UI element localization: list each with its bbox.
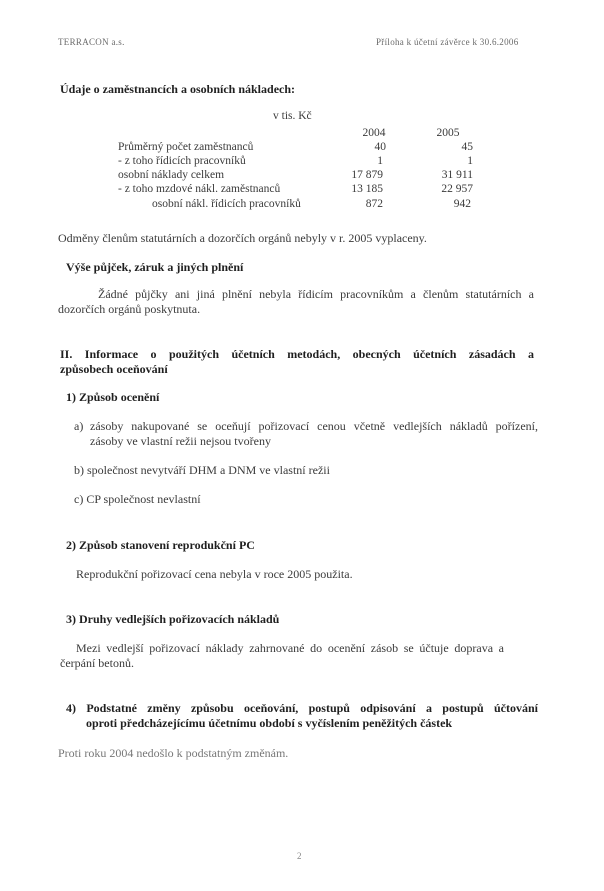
section-2-title-line2: způsobech oceňování: [60, 362, 168, 376]
subsection-4-title-line1: 4) Podstatné změny způsobu oceňování, postupů odpisování a postupů účtování: [66, 701, 538, 715]
row-value-2004: 17 879: [351, 169, 383, 181]
row-value-2004: 872: [365, 198, 383, 210]
section-2-title-line1: II. Informace o použitých účetních metodách, obecných účetních zásadách a: [60, 347, 534, 361]
row-label: - z toho mzdové nákl. zaměstnanců: [118, 183, 281, 195]
subsection-3-title: 3) Druhy vedlejších pořizovacích nákladů: [66, 612, 280, 626]
row-label: osobní náklady celkem: [118, 169, 225, 181]
subsection-1-title: 1) Způsob ocenění: [66, 390, 160, 404]
row-value-2005: 22 957: [441, 183, 473, 195]
subsection-2-title: 2) Způsob stanovení reprodukční PC: [66, 538, 255, 552]
item-a-marker: a): [74, 419, 84, 433]
page-number: 2: [297, 851, 302, 861]
row-label: - z toho řídicích pracovníků: [118, 155, 246, 167]
row-label: osobní nákl. řídicích pracovníků: [152, 198, 301, 210]
loans-text-line1: Žádné půjčky ani jiná plnění nebyla řídicím pracovníkům a členům statutárních a: [98, 287, 534, 301]
row-value-2005: 942: [453, 198, 471, 210]
year-2005-header: 2005: [436, 127, 460, 139]
item-c: c) CP společnost nevlastní: [74, 492, 201, 506]
year-2004-header: 2004: [362, 127, 386, 139]
appendix-title: Příloha k účetní závěrce k 30.6.2006: [376, 37, 519, 47]
row-value-2005: 1: [467, 155, 473, 167]
row-value-2004: 40: [374, 141, 386, 153]
loans-title: Výše půjček, záruk a jiných plnění: [66, 260, 244, 274]
loans-text-line2: dozorčích orgánů poskytnuta.: [58, 302, 201, 316]
row-value-2005: 45: [461, 141, 473, 153]
subsection-4-title-line2: oproti předcházejícímu účetnímu období s vyčíslením peněžitých částek: [86, 716, 453, 730]
item-b: b) společnost nevytváří DHM a DNM ve vlastní režii: [74, 463, 330, 477]
row-value-2005: 31 911: [441, 169, 473, 181]
company-name: TERRACON a.s.: [58, 37, 125, 47]
employees-title: Údaje o zaměstnancích a osobních nákladech:: [60, 82, 296, 96]
subsection-2-text: Reprodukční pořizovací cena nebyla v roce 2005 použita.: [76, 567, 353, 581]
subsection-3-line2: čerpání betonů.: [60, 656, 134, 670]
board-remuneration-note: Odměny členům statutárních a dozorčích orgánů nebyly v r. 2005 vyplaceny.: [58, 231, 427, 245]
row-value-2004: 1: [377, 155, 383, 167]
item-a-line1: zásoby nakupované se oceňují pořizovací cenou včetně vedlejších nákladů pořízení,: [90, 419, 538, 433]
unit-label: v tis. Kč: [273, 110, 312, 122]
subsection-4-text: Proti roku 2004 nedošlo k podstatným změnám.: [58, 746, 289, 760]
row-label: Průměrný počet zaměstnanců: [118, 141, 254, 153]
subsection-3-line1: Mezi vedlejší pořizovací náklady zahrnované do ocenění zásob se účtuje doprava a: [76, 641, 504, 655]
item-a-line2: zásoby ve vlastní režii nejsou tvořeny: [90, 434, 271, 448]
row-value-2004: 13 185: [351, 183, 383, 195]
